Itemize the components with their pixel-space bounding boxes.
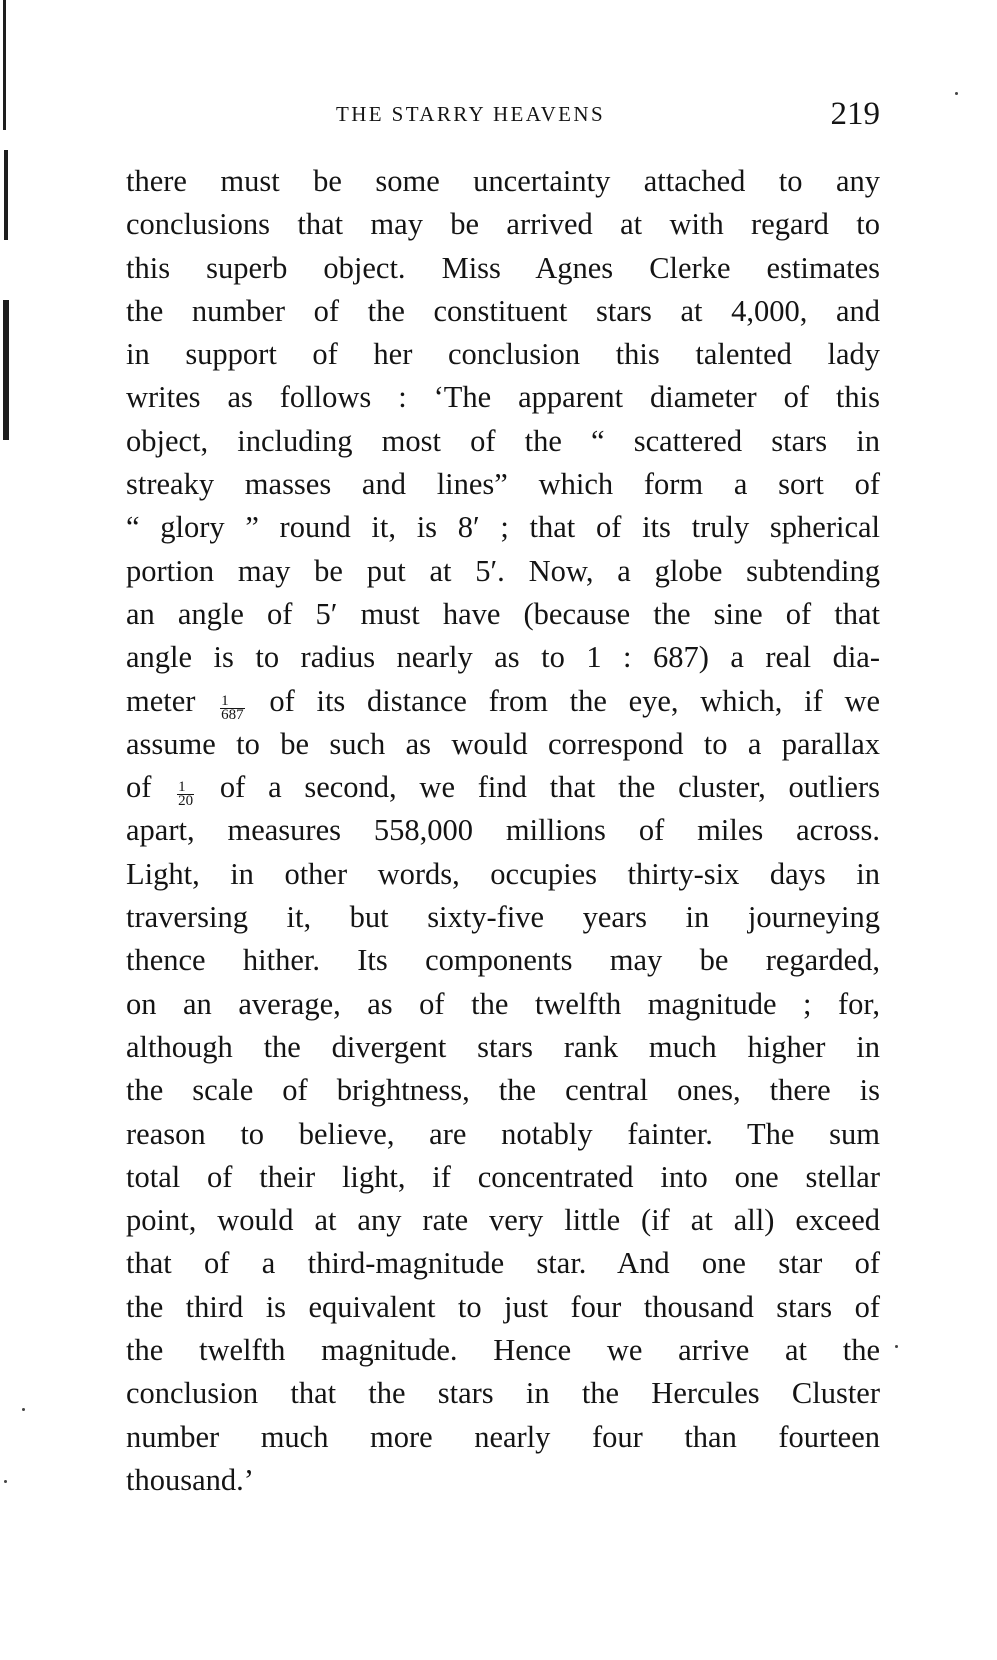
body-paragraph: [126, 160, 880, 1502]
text-line: in support of her conclusion this talented lady: [126, 337, 880, 372]
text-line: reason to believe, are notably fainter. The sum: [126, 1116, 880, 1151]
text-line: an angle of 5′ must have (because the sine of that: [126, 596, 880, 631]
text-line: that of a third-magnitude star. And one star of: [126, 1246, 880, 1281]
text-line: Light, in other words, occupies thirty-six days in: [126, 856, 880, 891]
running-head: THE STARRY HEAVENS: [336, 102, 606, 126]
text-line: object, including most of the “ scattered stars in: [126, 423, 880, 458]
scan-speck: [4, 1480, 7, 1483]
text-line: “ glory ” round it, is 8′ ; that of its truly spherical: [126, 510, 880, 545]
text-line: this superb object. Miss Agnes Clerke estimates: [126, 250, 880, 285]
text-fragment: of: [126, 770, 152, 805]
text-line: the twelfth magnitude. Hence we arrive at the: [126, 1333, 880, 1368]
text-line: there must be some uncertainty attached to any: [126, 164, 880, 198]
scan-edge-mark: [3, 0, 6, 130]
fraction-numerator: 1: [221, 692, 229, 709]
text-line: angle is to radius nearly as to 1 : 687) a real dia-: [126, 640, 880, 675]
text-line-final: thousand.’: [126, 1462, 254, 1497]
fraction: [177, 781, 194, 808]
page-number: 219: [830, 96, 880, 132]
text-fragment: meter: [126, 683, 196, 718]
fraction-denominator: 20: [178, 793, 194, 810]
fraction: [220, 692, 245, 723]
text-fragment: of its distance from the eye, which, if we: [269, 683, 881, 718]
scan-edge-mark: [3, 300, 9, 440]
text-line: assume to be such as would correspond to a parallax: [126, 726, 880, 761]
text-line-with-fraction: [126, 766, 880, 809]
text-line: thence hither. Its components may be regarded,: [126, 943, 880, 978]
text-line: streaky masses and lines” which form a sort of: [126, 467, 880, 502]
page-header: [126, 96, 880, 136]
text-line: although the divergent stars rank much higher in: [126, 1029, 880, 1064]
text-line: conclusion that the stars in the Hercules Cluster: [126, 1376, 880, 1411]
scan-edge-mark: [4, 150, 8, 240]
text-line: portion may be put at 5′. Now, a globe subtending: [126, 553, 880, 588]
text-fragment: of a second, we find that the cluster, outliers: [219, 770, 881, 805]
text-line-with-fraction: [126, 680, 880, 723]
fraction-numerator: 1: [178, 779, 186, 796]
text-line: total of their light, if concentrated into one stellar: [126, 1159, 880, 1194]
text-line: conclusions that may be arrived at with regard to: [126, 207, 880, 242]
text-line: apart, measures 558,000 millions of miles across.: [126, 813, 880, 848]
scan-speck: [22, 1408, 25, 1411]
fraction-denominator: 687: [221, 706, 244, 723]
text-line: traversing it, but sixty-five years in journeying: [126, 900, 880, 935]
scan-speck: [955, 92, 958, 95]
text-line: on an average, as of the twelfth magnitude ; for,: [126, 986, 880, 1021]
text-line: writes as follows : ‘The apparent diameter of this: [126, 380, 880, 415]
text-line: the third is equivalent to just four thousand stars of: [126, 1289, 880, 1324]
scan-speck: [895, 1345, 898, 1348]
text-line: the scale of brightness, the central ones, there is: [126, 1073, 880, 1108]
text-line: point, would at any rate very little (if at all) exceed: [126, 1203, 880, 1238]
text-line: the number of the constituent stars at 4,000, and: [126, 293, 880, 328]
text-line: number much more nearly four than fourteen: [126, 1419, 880, 1454]
